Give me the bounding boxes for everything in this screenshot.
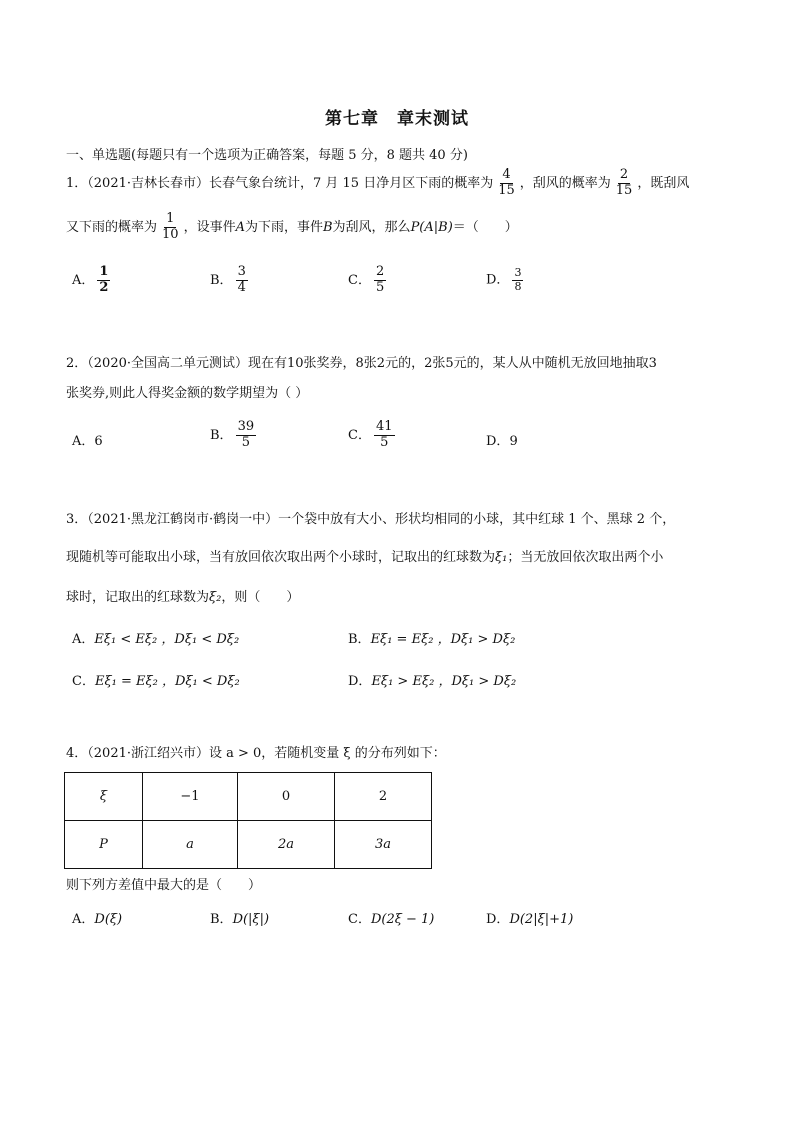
section-heading: 一、单选题(每题只有一个选项为正确答案，每题 5 分，8 题共 40 分) [66,148,468,163]
q3-option-c[interactable]: C．Eξ₁ = Eξ₂ ，Dξ₁ < Dξ₂ [72,674,240,689]
q1-text-a: 1．（2021·吉林长春市）长春气象台统计，7 月 15 日净月区下雨的概率为 [66,175,494,191]
q3-option-a[interactable]: A．Eξ₁ < Eξ₂ ，Dξ₁ < Dξ₂ [72,632,240,647]
question-3-line-1: 3．（2021·黑龙江鹤岗市·鹤岗一中）一个袋中放有大小、形状均相同的小球，其中红球 1 个、黑球 2 个， [66,512,676,527]
q1-expression: P(A|B) [410,219,453,235]
q3-option-d[interactable]: D．Eξ₁ > Eξ₂ ，Dξ₁ > Dξ₂ [348,674,517,689]
question-4-line-1: 4．（2021·浙江绍兴市）设 a > 0，若随机变量 ξ 的分布列如下： [66,746,446,761]
distribution-table [64,772,432,869]
table-cell: −1 [143,773,238,821]
q2-option-d[interactable]: D．9 [486,434,518,449]
question-3-line-2: 现随机等可能取出小球，当有放回依次取出两个小球时，记取出的红球数为ξ₁；当无放回依次取出两个小 [66,550,664,565]
q4-option-d[interactable]: D．D(2|ξ|+1) [486,912,574,927]
table-cell: 2a [238,821,335,869]
page-title: 第七章 章末测试 [325,109,469,129]
q1-fraction-wind: $\frac{2}{15}$ [615,167,633,198]
q1-text-b: ，刮风的概率为 [519,175,611,191]
q1-option-a[interactable]: A． $\frac{1}{2}$ [72,264,109,295]
table-row [65,773,432,821]
q1-option-d[interactable]: D． $\frac{3}{8}$ [486,266,522,293]
table-cell: 0 [238,773,335,821]
q1-option-c[interactable]: C． $\frac{2}{5}$ [348,264,385,295]
q1-option-b[interactable]: B． $\frac{3}{4}$ [210,264,246,295]
q1-fraction-both: $\frac{1}{10}$ [162,211,179,242]
question-2-line-1: 2．（2020·全国高二单元测试）现在有10张奖券，8张2元的，2张5元的，某人从中随机无放回地抽取3 [66,356,657,371]
table-cell: P [65,821,143,869]
question-1-line-2: 又下雨的概率为 $\frac{1}{10}$ ，设事件A为下雨，事件B为刮风，那么P(A|B)＝（ ） [66,211,518,242]
q1-text-c: ，既刮风 [637,175,690,191]
q1-fraction-rain: $\frac{4}{15}$ [498,167,515,198]
q2-option-a[interactable]: A．6 [72,434,103,449]
table-cell: ξ [65,773,143,821]
q2-option-b[interactable]: B． $\frac{39}{5}$ [210,419,255,450]
question-2-line-2: 张奖券,则此人得奖金额的数学期望为（ ） [66,386,309,401]
question-3-line-3: 球时，记取出的红球数为ξ₂，则（ ） [66,590,300,605]
q4-option-b[interactable]: B．D(|ξ|) [210,912,270,927]
question-1-line-1 [66,168,689,199]
table-cell: 2 [335,773,432,821]
question-4-line-2: 则下列方差值中最大的是（ ） [66,878,262,893]
table-row [65,821,432,869]
q4-option-a[interactable]: A．D(ξ) [72,912,123,927]
q3-option-b[interactable]: B．Eξ₁ = Eξ₂ ，Dξ₁ > Dξ₂ [348,632,516,647]
table-cell: 3a [335,821,432,869]
q4-option-c[interactable]: C．D(2ξ − 1) [348,912,435,927]
table-cell: a [143,821,238,869]
q2-option-c[interactable]: C． $\frac{41}{5}$ [348,419,393,450]
